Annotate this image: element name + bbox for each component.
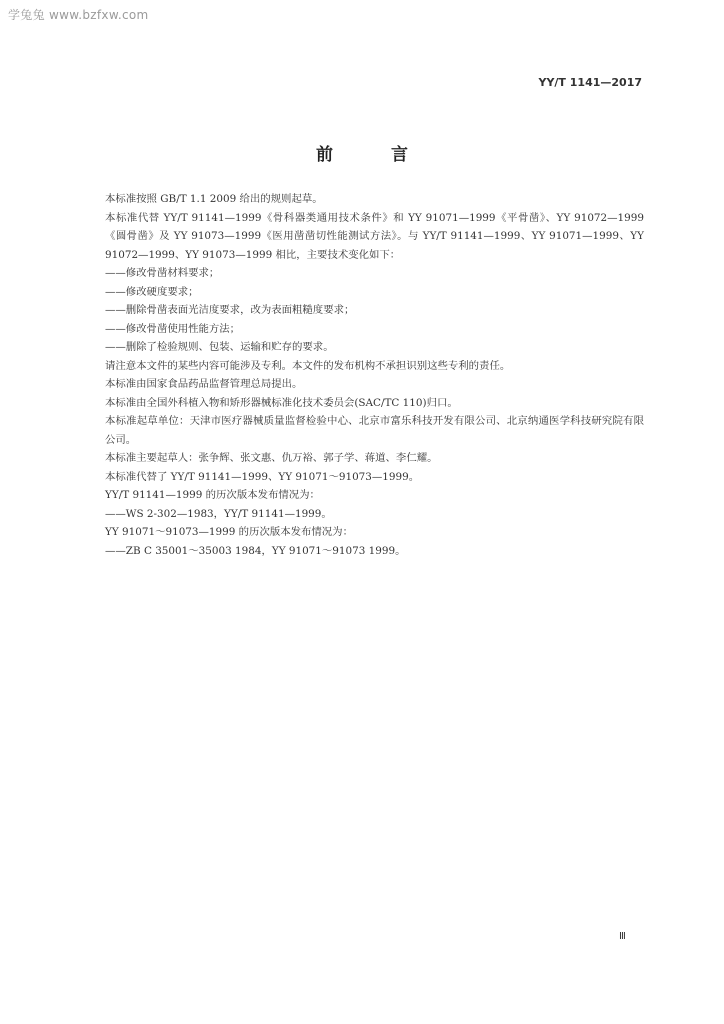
foreword-body [84, 190, 644, 560]
change-item: ——修改骨凿材料要求； [105, 267, 220, 279]
paragraph-replacement: 本标准代替 YY/T 91141—1999《骨科器类通用技术条件》和 YY 91071—1999《平骨凿》、YY 91072—1999《圆骨凿》及 YY 91073—1999《医用凿凿切性能测试方法》。与 YY/T 91141—1999、YY 91071—1999、YY 91072—1999、YY 91073—1999 相比，主要技术变化如下： [105, 211, 644, 261]
paragraph-drafting-rule: 本标准按照 GB/T 1.1 2009 给出的规则起草。 [105, 193, 323, 205]
standard-number: YY/T 1141—2017 [538, 76, 642, 89]
paragraph-drafters: 本标准主要起草人：张争辉、张文惠、仇万裕、郭子学、蒋道、李仁耀。 [105, 452, 438, 464]
change-item: ——删除骨凿表面光洁度要求，改为表面粗糙度要求； [105, 304, 355, 316]
paragraph-proposer: 本标准由国家食品药品监督管理总局提出。 [105, 378, 303, 390]
history-item: ——ZB C 35001～35003 1984，YY 91071～91073 1999。 [105, 544, 406, 557]
page-number: Ⅲ [619, 931, 626, 942]
paragraph-history-heading: YY 91071～91073—1999 的历次版本发布情况为： [105, 526, 353, 538]
paragraph-committee: 本标准由全国外科植入物和矫形器械标准化技术委员会(SAC/TC 110)归口。 [105, 396, 458, 409]
paragraph-history-heading: YY/T 91141—1999 的历次版本发布情况为： [105, 489, 320, 501]
watermark: 学兔兔 www.bzfxw.com [8, 8, 149, 22]
paragraph-replaces: 本标准代替了 YY/T 91141—1999、YY 91071～91073—1999。 [105, 470, 420, 483]
change-item: ——修改硬度要求； [105, 285, 199, 298]
paragraph-patent-notice: 请注意本文件的某些内容可能涉及专利。本文件的发布机构不承担识别这些专利的责任。 [105, 359, 511, 372]
paragraph-drafting-units: 本标准起草单位：天津市医疗器械质量监督检验中心、北京市富乐科技开发有限公司、北京纳通医学科技研究院有限公司。 [105, 415, 644, 446]
change-item: ——修改骨凿使用性能方法； [105, 322, 241, 335]
change-item: ——删除了检验规则、包装、运输和贮存的要求。 [105, 341, 334, 353]
page-title: 前 言 [316, 145, 434, 165]
history-item: ——WS 2-302—1983，YY/T 91141—1999。 [105, 507, 332, 520]
